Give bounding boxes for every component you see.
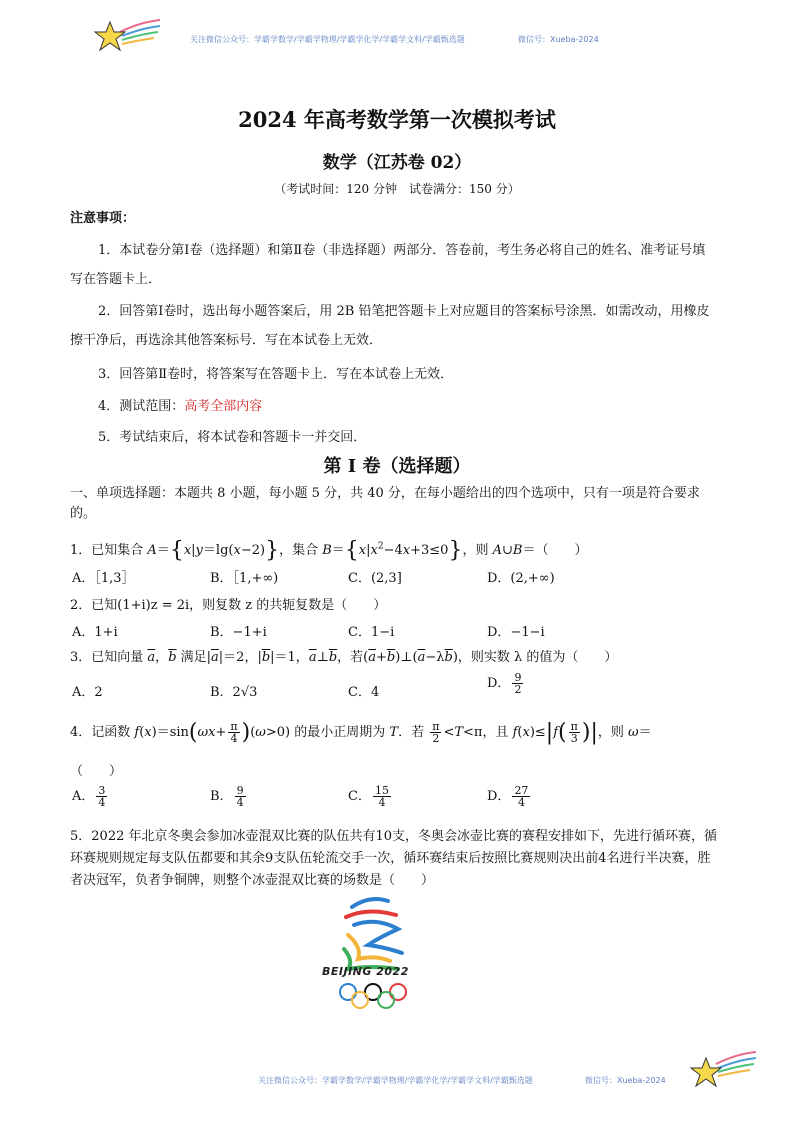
q2-stem: 2．已知(1+i)z = 2i，则复数 z 的共轭复数是（ ）	[70, 598, 387, 613]
olympic-rings-icon	[338, 982, 408, 1012]
star-logo-icon	[92, 18, 162, 58]
q1-stem: 1．已知集合 A＝{x|y＝lg(x−2)}，集合 $B=\{x|x^2-4x+3\le 0\}$，则 A∪B＝（ ）	[70, 538, 588, 563]
q4-stem: 4．记函数 f(x)＝sin(ωx+ $\frac{\pi}{4}$ )(ω>0) 的最小正周期为 T．若 $\frac{\pi}{2}$ <T<π，且 f(x)≤|f( $\frac{\pi}{3}$ )|，则 ω＝	[70, 720, 652, 745]
q3-option-a: A．2	[72, 685, 103, 700]
note-1: 1．本试卷分第Ⅰ卷（选择题）和第Ⅱ卷（非选择题）两部分．答卷前，考生务必将自己的姓名、准考证号填写在答题卡上．	[70, 243, 706, 287]
q2-option-d: D．−1−i	[487, 625, 545, 640]
q4-answer-paren: （ ）	[70, 764, 123, 779]
note-2: 2．回答第Ⅰ卷时，选出每小题答案后，用 2B 铅笔把答题卡上对应题目的答案标号涂黑．如需改动，用橡皮擦干净后，再选涂其他答案标号．写在本试卷上无效．	[70, 304, 710, 348]
q1-option-d: D．(2,+∞)	[487, 571, 555, 586]
q5-stem: 5．2022 年北京冬奥会参加冰壶混双比赛的队伍共有10支，冬奥会冰壶比赛的赛程安排如下，先进行循环赛，循环赛规则规定每支队伍都要和其余9支队伍轮流交手一次，循环赛结束后按照比赛规则决出前4名进行半决赛，胜者决冠军，负者争铜牌，则整个冰壶混双比赛的场数是（ ）	[70, 829, 718, 888]
exam-meta: （考试时间：120 分钟 试卷满分：150 分）	[274, 182, 520, 196]
exam-title: 2024 年高考数学第一次模拟考试	[238, 107, 556, 132]
q2-option-c: C．1−i	[348, 625, 395, 640]
q2-option-b: B．−1+i	[210, 625, 267, 640]
note-3: 3．回答第Ⅱ卷时，将答案写在答题卡上．写在本试卷上无效．	[98, 367, 454, 382]
star-footer-icon	[688, 1050, 758, 1090]
q3-stem: 3．已知向量 $\overline{a}$，$\overline{b}$ 满足$|\overline{a}|=2$，$|\overline{b}|=1$，$\overline{a}\perp\overline{b}$，若$(\overline{a}+\overline{b})\perp(\overline{a}-\lambda\overline{b})$，则实数 λ 的值为（ ）	[70, 650, 618, 665]
q2-option-a: A．1+i	[72, 625, 118, 640]
note-4-range: 高考全部内容	[184, 399, 263, 414]
section-title: 第 I 卷（选择题）	[323, 456, 471, 477]
beijing-2022-text: BEIJING 2022	[322, 965, 409, 978]
header-wechat-id: 微信号：Xueba-2024	[518, 35, 599, 44]
q4-option-c: C． $\frac{15}{4}$	[348, 784, 389, 809]
q3-option-b: B．2√3	[210, 685, 258, 700]
q1-option-c: C．(2,3]	[348, 571, 402, 586]
notes-heading: 注意事项：	[70, 211, 136, 226]
q4-option-a: A． $\frac{3}{4}$	[72, 784, 106, 809]
footer-wechat-id: 微信号：Xueba-2024	[585, 1076, 666, 1085]
q1-option-b: B．［1,+∞)	[210, 571, 279, 586]
q4-option-d: D． $\frac{27}{4}$	[487, 784, 529, 809]
q3-option-d: D． $\frac{9}{2}$	[487, 671, 522, 696]
note-4	[98, 395, 262, 414]
footer-wechat-accounts: 关注微信公众号：学霸学数学/学霸学物理/学霸学化学/学霸学文科/学霸甄选题	[258, 1076, 533, 1085]
note-4-label: 4．测试范围：	[98, 399, 185, 414]
q4-option-b: B． $\frac{9}{4}$	[210, 784, 244, 809]
q3-option-c: C．4	[348, 685, 380, 700]
note-5: 5．考试结束后，将本试卷和答题卡一并交回．	[98, 430, 367, 445]
header-wechat-accounts: 关注微信公众号：学霸学数学/学霸学物理/学霸学化学/学霸学文科/学霸甄选题	[190, 35, 465, 44]
section-intro: 一、单项选择题：本题共 8 小题，每小题 5 分，共 40 分，在每小题给出的四个选项中，只有一项是符合要求的。	[70, 486, 700, 521]
exam-subtitle: 数学（江苏卷 02）	[322, 153, 472, 173]
q1-option-a: A．［1,3］	[72, 571, 135, 586]
